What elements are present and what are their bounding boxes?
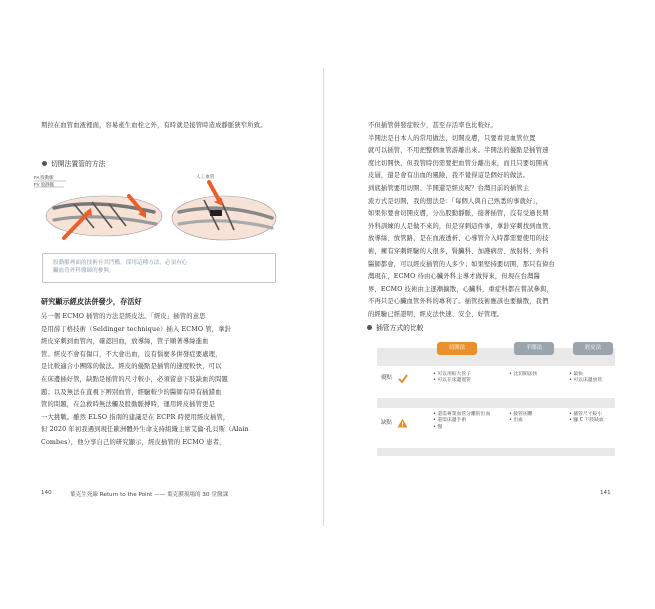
- body-line: 經皮穿刺到血管內，確認回血，放導絲，管子順著導絲進血: [41, 338, 209, 346]
- list-item: • 最快: [569, 372, 602, 378]
- body-line: 半開法是日本人的常用做法，切開皮膚，只要看見血管位置: [368, 134, 536, 142]
- body-line: 術，擁有穿刺經驗的人很多，腎臟科、加護病房、放射科、外科: [368, 247, 549, 255]
- body-line: 度比切開快，但我管時仍需要把血管分離出來，而且只要切開真: [368, 159, 549, 167]
- body-line: Combes），他分享自己的研究顯示，經皮插管的 ECMO 患者，: [41, 438, 226, 446]
- column-header-semiopen: 半開法: [514, 342, 554, 355]
- body-line: 不但插管併發症較少，甚至存活率也比較好。: [368, 122, 497, 129]
- cell-pros-percutaneous: [569, 372, 602, 385]
- check-icon: [398, 374, 408, 383]
- list-item: • 出血: [509, 418, 533, 424]
- body-line: 是比較適合小團隊的做法。經皮的優點是插管的速度較快，可以: [41, 363, 222, 371]
- callout-line: 臟血管外科醫師的參與。: [53, 268, 115, 274]
- body-line: 放導絲、放管路，是在血液透析、心導管介入時都需要使用的技: [368, 235, 549, 243]
- warning-triangle-icon: [397, 418, 408, 428]
- body-line: 外科訓練的人是做不來的，但是穿刺這件事，拿針穿刺找到血管、: [368, 222, 555, 230]
- body-line: 在床邊插好管，缺點是插管的尺寸較小，必須留意下肢缺血的問題: [41, 375, 228, 383]
- body-line: 另一個 ECMO 插管的方法是經皮法。「經皮」插管的意思: [41, 313, 206, 320]
- column-header-cutdown: 切開法: [437, 342, 477, 355]
- body-line: 醫師都會，可以經皮插管的人多少；如果堅持要切開，那只有偉台: [368, 260, 555, 268]
- callout-box: [42, 253, 276, 283]
- list-item: • 接管困難: [509, 412, 533, 418]
- subheading: 研究顯示經皮法併發少，存活好: [41, 297, 142, 306]
- body-line: 灣現在，ECMO 待由心臟外科主導才做得來，但現在台灣醫: [368, 273, 541, 281]
- body-line: 到底插管要用切開、半開還是經皮呢？台灣目前的插管主: [368, 184, 530, 192]
- page-number-right: 141: [600, 490, 611, 496]
- callout-line: 股動脈裡面的技術有其門檻，採用這種方法，必須有心: [53, 260, 188, 266]
- body-line: 流方式是切開，我的想法是：「每個人與自己熟悉的事就好」，: [368, 197, 543, 205]
- cell-cons-semiopen: [509, 412, 533, 425]
- section-heading-text: 切開法置管的方法: [51, 160, 106, 168]
- body-line: 皮層，還是會有出血的風險，我不覺得這是個好的做法。: [368, 172, 530, 180]
- surgical-illustration: [34, 168, 284, 248]
- list-item: • 慢: [433, 425, 490, 431]
- list-item: • 可以床邊放管: [569, 378, 602, 384]
- cell-pros-semiopen: [509, 372, 537, 378]
- intro-paragraph: 期拉在血管血液裡面，容易產生血栓之外，有時就是接管時造成靜脈狹窄所致。: [41, 122, 267, 129]
- body-line: 一大挑戰。雖然 ELSO 指南的建議是在 ECPR 時使用經皮插管，: [41, 413, 230, 421]
- cell-cons-percutaneous: [569, 412, 604, 425]
- section-heading-text: 插管方式的比較: [376, 324, 424, 332]
- list-item: • 可以用較大管子: [433, 372, 471, 378]
- cell-pros-cutdown: [433, 372, 471, 385]
- body-line: 管的問題，在急救時無法觸及股動脈搏時，運用經皮插管更是: [41, 401, 216, 409]
- label-fv: FV 股靜脈: [34, 182, 55, 187]
- row-label-cons: 缺點: [381, 420, 392, 426]
- list-item: • 還需專業血管分離的出血: [433, 412, 490, 418]
- label-graft: 人工血管: [196, 174, 215, 179]
- right-page: [331, 68, 649, 526]
- body-line: 是用薛丁格技術（Seldinger technique）插入 ECMO 管，拿針: [41, 325, 232, 333]
- body-line: 管。經皮不會有傷口，不大會出血，沒有惱麼多併發症要處理，: [41, 350, 222, 358]
- body-line: 但 2020 年初我遇到現任歐洲體外生命支持組織主席艾倫·孔貝斯（Alain: [41, 426, 249, 434]
- body-line: 如果你要會切開皮膚，分出股動靜脈，接著插管，沒有受過長期: [368, 210, 549, 218]
- page-number-left: 140: [41, 490, 52, 496]
- running-footer: 葉克生死線 Return to the Point —— 葉克膜現場的 30 堂醫課: [70, 492, 229, 498]
- body-line: 就可以插管，不用把整個血管游離出來。半開法的優點是插管速: [368, 147, 549, 155]
- left-page: [6, 68, 324, 526]
- list-item: • 插管尺寸較小: [569, 412, 604, 418]
- comparison-table: [377, 342, 615, 458]
- list-item: • 比切開法快: [509, 372, 537, 378]
- cell-cons-cutdown: [433, 412, 490, 431]
- bullet-dot-icon: [367, 325, 372, 330]
- section-heading-comparison: [367, 322, 424, 332]
- bullet-dot-icon: [42, 161, 47, 166]
- list-item: • 還需床邊手術: [433, 418, 490, 424]
- list-item: • 可以在床邊置管: [433, 378, 471, 384]
- column-header-percutaneous: 經皮法: [573, 342, 613, 355]
- body-line: 的經驗已經證明，經皮法快速、安全、好管理。: [368, 310, 504, 318]
- body-paragraph: [41, 311, 277, 450]
- body-line: 界，ECMO 技術由主逐漸擴散，心臟科，重症科都在嘗試參與，: [368, 285, 553, 293]
- body-line: 題；以及無法在直視下辨別血管，經驗較少的醫師有時有插錯血: [41, 388, 222, 396]
- section-heading-cutdown: [42, 158, 105, 168]
- body-paragraph: [368, 120, 613, 322]
- label-fa: FA 股動脈: [34, 175, 54, 180]
- list-item: • 腳 C 下肢缺血: [569, 418, 604, 424]
- body-line: 不再只是心臟血管外科的專利了。插管技術應該也要擴散，我們: [368, 298, 549, 306]
- row-label-pros: 優點: [381, 375, 392, 381]
